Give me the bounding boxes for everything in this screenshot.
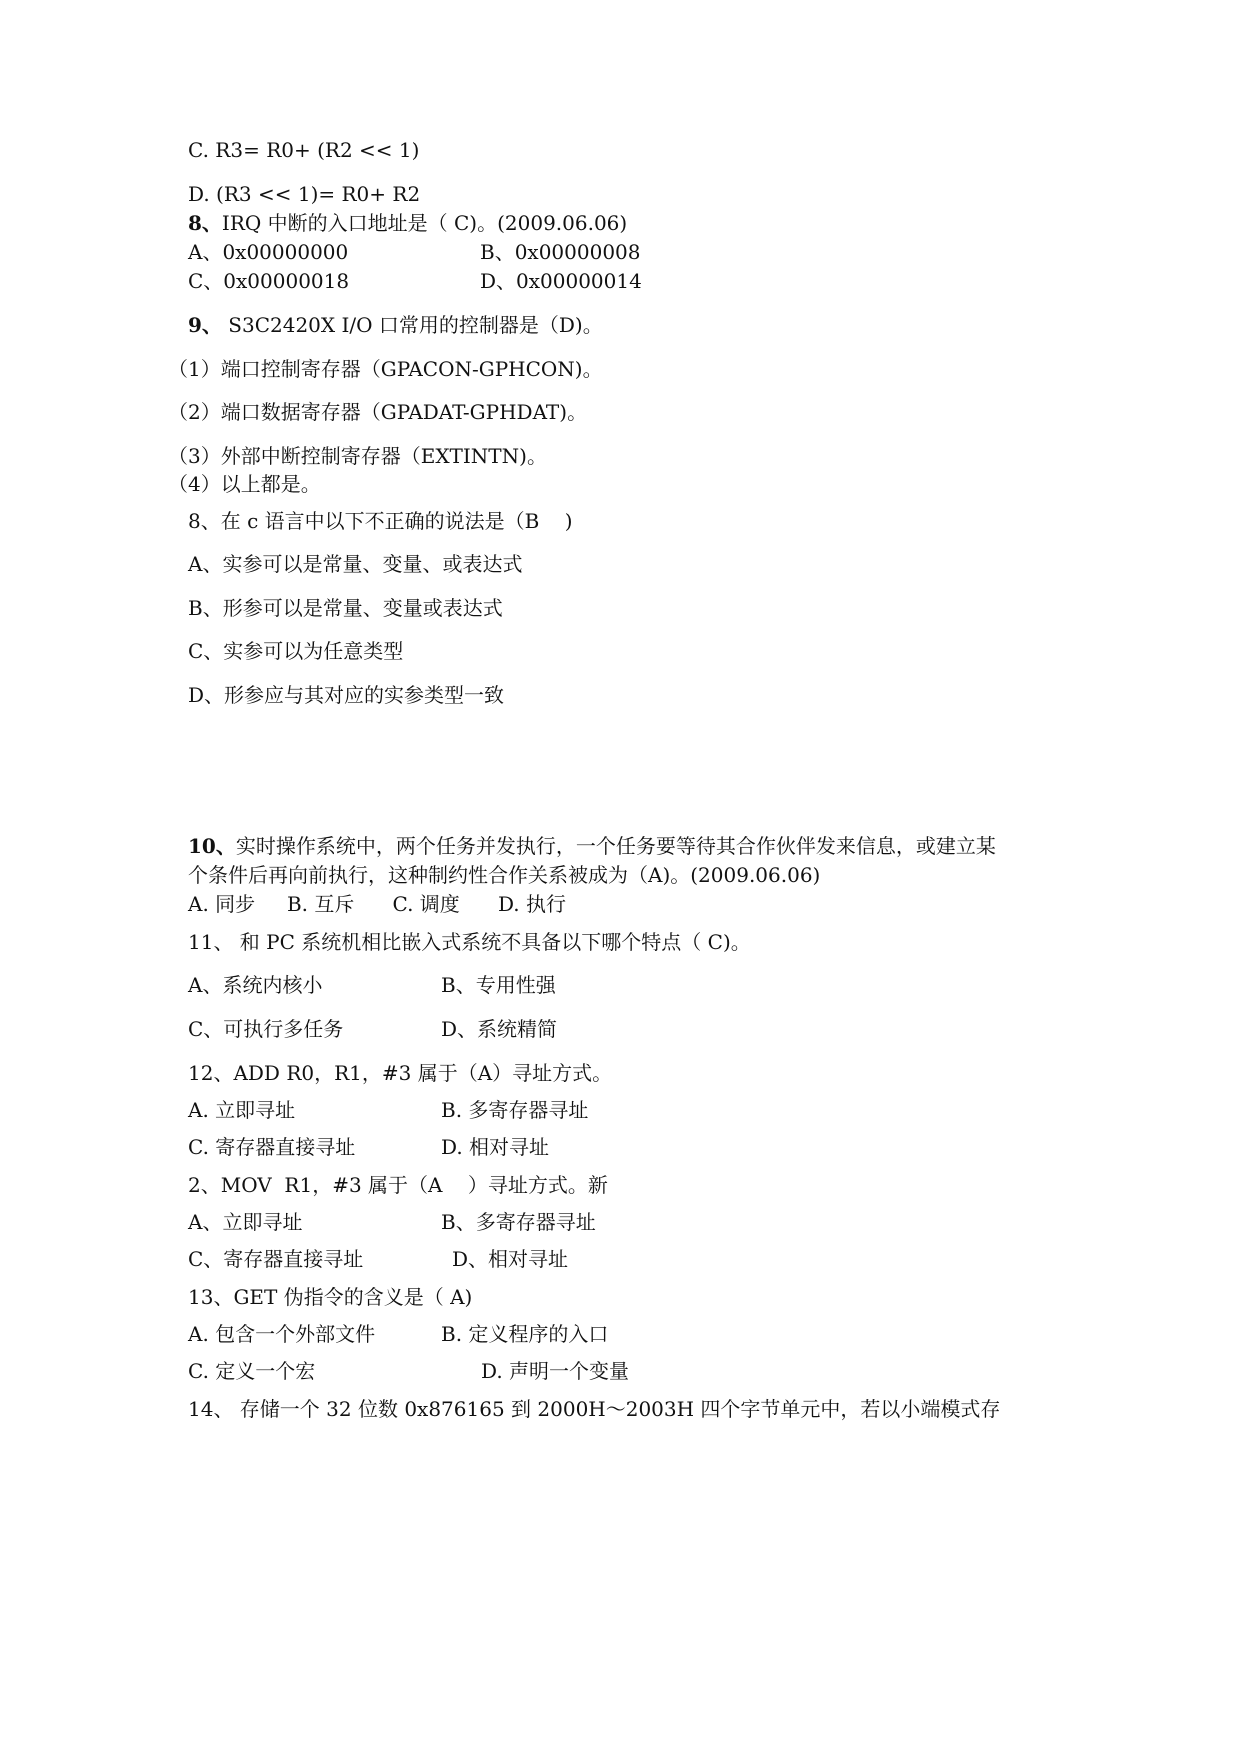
q8-c-option-b: B、形参可以是常量、变量或表达式 <box>188 596 503 620</box>
question-text: IRQ 中断的入口地址是（ C)。(2009.06.06) <box>221 211 628 235</box>
question-number: 10、 <box>188 834 236 858</box>
q2-option-d: D、相对寻址 <box>452 1247 569 1271</box>
q8-c-question: 8、在 c 语言中以下不正确的说法是（B ) <box>188 509 573 533</box>
question-number: 8、 <box>188 211 222 235</box>
q11-option-c: C、可执行多任务 <box>188 1017 344 1041</box>
q2-question: 2、MOV R1，#3 属于（A ）寻址方式。新 <box>188 1173 608 1197</box>
q11-option-d: D、系统精简 <box>441 1017 558 1041</box>
q11-question: 11、 和 PC 系统机相比嵌入式系统不具备以下哪个特点（ C)。 <box>188 930 751 954</box>
q9-question <box>188 312 603 338</box>
q11-option-a: A、系统内核小 <box>188 973 323 997</box>
q13-option-b: B. 定义程序的入口 <box>441 1322 609 1346</box>
q10-question-line1 <box>188 833 996 859</box>
q14-question: 14、 存储一个 32 位数 0x876165 到 2000H～2003H 四个字节单元中，若以小端模式存 <box>188 1397 1001 1421</box>
q9-item-4: （4）以上都是。 <box>168 472 321 496</box>
q7-option-c: C. R3= R0+ (R2 << 1) <box>188 138 420 162</box>
q12-option-d: D. 相对寻址 <box>441 1135 550 1159</box>
q8-irq-option-b: B、0x00000008 <box>480 240 641 264</box>
q8-irq-option-c: C、0x00000018 <box>188 269 350 293</box>
q10-options: A. 同步 B. 互斥 C. 调度 D. 执行 <box>188 892 566 916</box>
q2-option-b: B、多寄存器寻址 <box>441 1210 596 1234</box>
question-number: 9、 <box>188 313 222 337</box>
q9-item-3: （3）外部中断控制寄存器（EXTINTN)。 <box>168 444 547 468</box>
q7-option-d: D. (R3 << 1)= R0+ R2 <box>188 182 421 206</box>
q8-irq-question <box>188 210 627 236</box>
q13-option-a: A. 包含一个外部文件 <box>188 1322 376 1346</box>
q8-c-option-c: C、实参可以为任意类型 <box>188 639 404 663</box>
q9-item-2: （2）端口数据寄存器（GPADAT-GPHDAT)。 <box>168 400 588 424</box>
q11-option-b: B、专用性强 <box>441 973 556 997</box>
q12-option-b: B. 多寄存器寻址 <box>441 1098 589 1122</box>
q8-irq-option-a: A、0x00000000 <box>188 240 349 264</box>
q10-question-line2: 个条件后再向前执行，这种制约性合作关系被成为（A)。(2009.06.06) <box>188 863 821 887</box>
q8-c-option-d: D、形参应与其对应的实参类型一致 <box>188 683 505 707</box>
q8-c-option-a: A、实参可以是常量、变量、或表达式 <box>188 552 523 576</box>
q13-option-c: C. 定义一个宏 <box>188 1359 316 1383</box>
q12-option-c: C. 寄存器直接寻址 <box>188 1135 356 1159</box>
question-text: 实时操作系统中，两个任务并发执行，一个任务要等待其合作伙伴发来信息，或建立某 <box>235 834 996 858</box>
q13-option-d: D. 声明一个变量 <box>481 1359 630 1383</box>
q13-question: 13、GET 伪指令的含义是（ A) <box>188 1285 473 1309</box>
q2-option-a: A、立即寻址 <box>188 1210 303 1234</box>
q8-irq-option-d: D、0x00000014 <box>480 269 642 293</box>
q9-item-1: （1）端口控制寄存器（GPACON-GPHCON)。 <box>168 357 603 381</box>
q2-option-c: C、寄存器直接寻址 <box>188 1247 364 1271</box>
q12-question: 12、ADD R0，R1，#3 属于（A）寻址方式。 <box>188 1061 613 1085</box>
question-text: S3C2420X I/O 口常用的控制器是（D)。 <box>221 313 603 337</box>
q12-option-a: A. 立即寻址 <box>188 1098 296 1122</box>
